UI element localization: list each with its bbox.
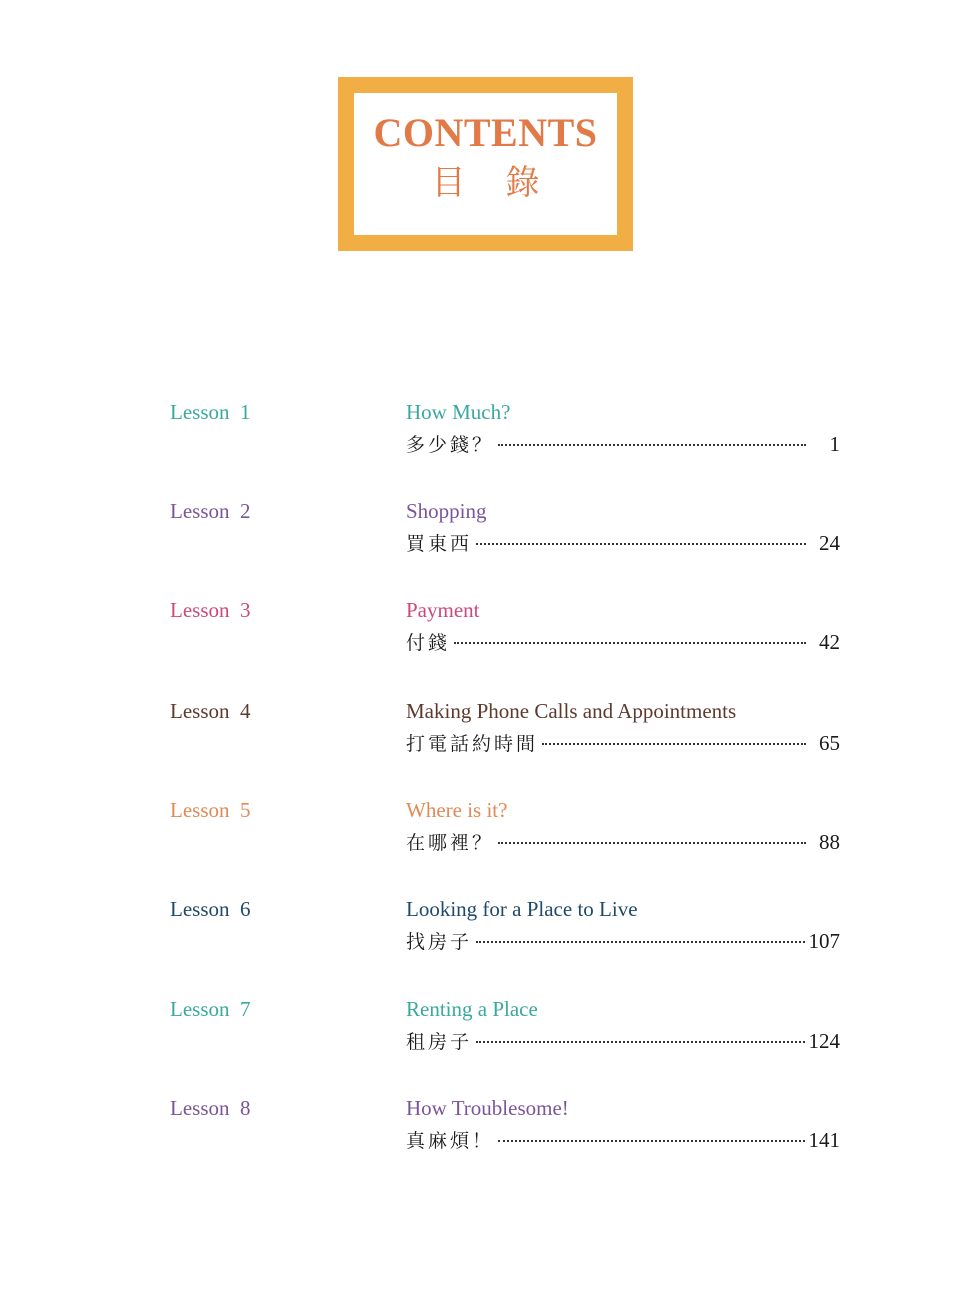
lesson-title-chinese-row xyxy=(406,730,840,756)
lesson-label: Lesson 2 xyxy=(170,499,251,523)
toc-entry-lesson-5[interactable] xyxy=(0,797,960,877)
lesson-title-english[interactable]: Making Phone Calls and Appointments xyxy=(406,699,737,723)
toc-entry-lesson-8[interactable] xyxy=(0,1095,960,1175)
lesson-title-chinese: 租房子 xyxy=(406,1031,473,1053)
toc-entry-lesson-7[interactable] xyxy=(0,996,960,1076)
lesson-title-english[interactable]: Renting a Place xyxy=(406,997,538,1021)
lesson-title-english[interactable]: Looking for a Place to Live xyxy=(406,897,638,921)
dot-leader xyxy=(476,941,804,943)
dot-leader xyxy=(476,543,806,545)
lesson-title-english[interactable]: How Much? xyxy=(406,400,511,424)
dot-leader xyxy=(498,444,806,446)
dot-leader xyxy=(454,642,806,644)
toc-entry-lesson-4[interactable] xyxy=(0,698,960,778)
toc-entry-lesson-3[interactable] xyxy=(0,597,960,677)
lesson-label: Lesson 5 xyxy=(170,798,251,822)
lesson-label: Lesson 4 xyxy=(170,699,251,723)
contents-title-inner xyxy=(354,93,617,235)
lesson-title-chinese: 真麻煩！ xyxy=(406,1130,495,1152)
lesson-title-english[interactable]: How Troublesome! xyxy=(406,1096,569,1120)
page-number: 88 xyxy=(819,830,840,854)
lesson-title-chinese: 付錢 xyxy=(406,632,451,654)
lesson-title-chinese: 打電話約時間 xyxy=(406,733,539,755)
lesson-title-chinese: 多少錢？ xyxy=(406,434,495,456)
lesson-title-chinese-row xyxy=(406,1127,840,1153)
page-number: 1 xyxy=(829,432,840,456)
toc-entry-lesson-2[interactable] xyxy=(0,498,960,578)
lesson-title-chinese-row xyxy=(406,1028,840,1054)
contents-title-frame xyxy=(338,77,633,251)
dot-leader xyxy=(498,842,806,844)
lesson-label: Lesson 8 xyxy=(170,1096,251,1120)
page-number: 124 xyxy=(808,1029,840,1053)
dot-leader xyxy=(542,743,806,745)
lesson-label: Lesson 3 xyxy=(170,598,251,622)
lesson-title-chinese-row xyxy=(406,431,840,457)
lesson-title-chinese-row xyxy=(406,629,840,655)
page-number: 24 xyxy=(819,531,840,555)
lesson-title-chinese: 找房子 xyxy=(406,931,473,953)
contents-title-chinese: 目錄 xyxy=(431,163,580,203)
lesson-title-english[interactable]: Shopping xyxy=(406,499,487,523)
lesson-label: Lesson 7 xyxy=(170,997,251,1021)
lesson-title-english[interactable]: Payment xyxy=(406,598,480,622)
lesson-title-chinese-row xyxy=(406,530,840,556)
page-number: 65 xyxy=(819,731,840,755)
lesson-title-chinese-row xyxy=(406,928,840,954)
lesson-title-chinese: 買東西 xyxy=(406,533,473,555)
dot-leader xyxy=(476,1041,804,1043)
lesson-title-chinese: 在哪裡？ xyxy=(406,832,495,854)
lesson-label: Lesson 6 xyxy=(170,897,251,921)
contents-title-english: CONTENTS xyxy=(373,110,598,155)
dot-leader xyxy=(498,1140,804,1142)
page-number: 42 xyxy=(819,630,840,654)
lesson-title-chinese-row xyxy=(406,829,840,855)
toc-entry-lesson-6[interactable] xyxy=(0,896,960,976)
page-number: 141 xyxy=(808,1128,840,1152)
page-number: 107 xyxy=(808,929,840,953)
lesson-title-english[interactable]: Where is it? xyxy=(406,798,508,822)
lesson-label: Lesson 1 xyxy=(170,400,251,424)
toc-entry-lesson-1[interactable] xyxy=(0,399,960,479)
